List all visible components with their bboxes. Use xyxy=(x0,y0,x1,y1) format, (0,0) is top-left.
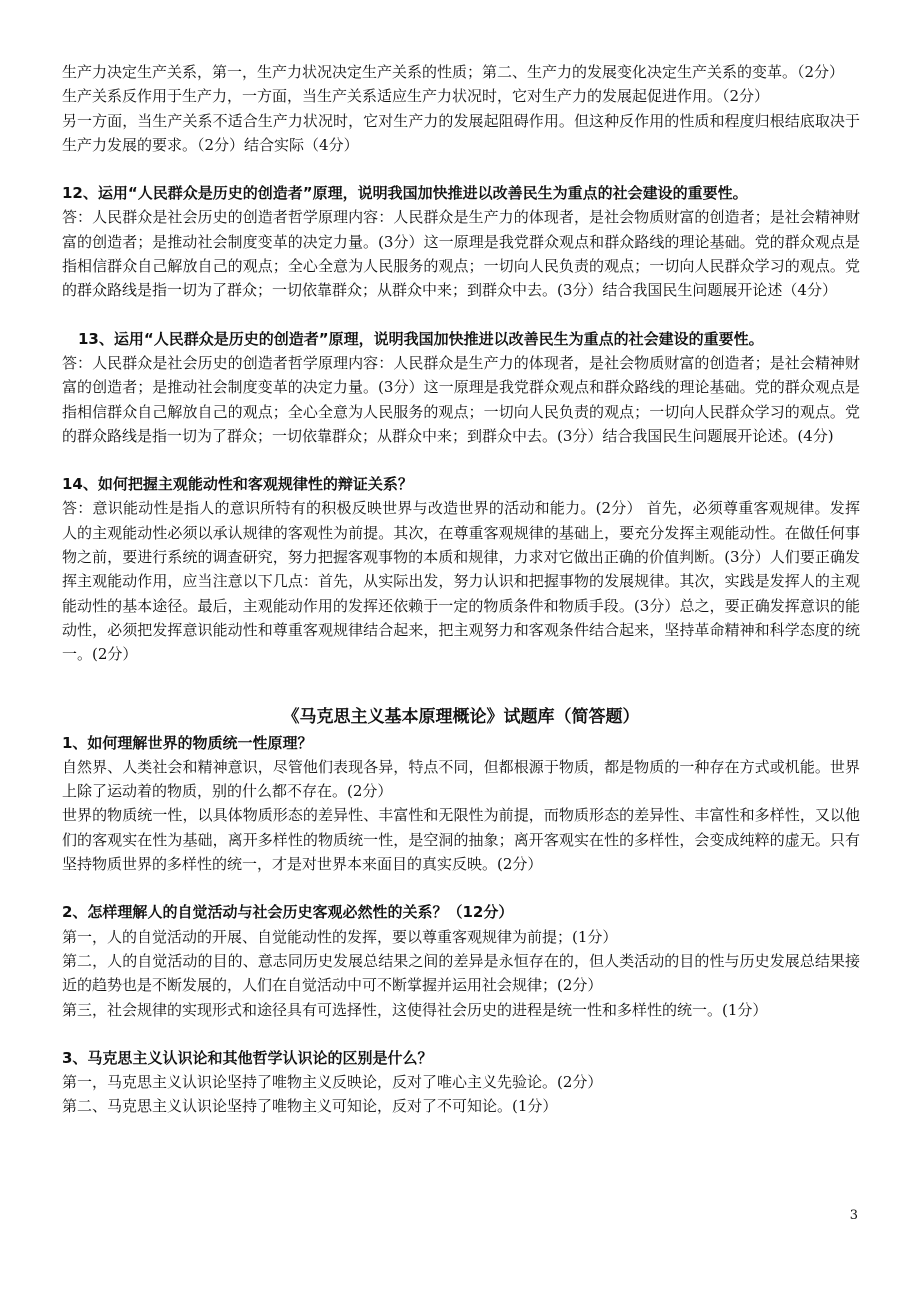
question-14-title: 14、如何把握主观能动性和客观规律性的辩证关系？ xyxy=(62,475,413,494)
short-question-3-paragraph-2: 第二、马克思主义认识论坚持了唯物主义可知论，反对了不可知论。(1分） xyxy=(62,1097,558,1116)
intro-paragraph-1: 生产力决定生产关系，第一，生产力状况决定生产关系的性质；第二、生产力的发展变化决定生产关系的变革。（2分） xyxy=(62,63,845,81)
question-12-answer: 答：人民群众是社会历史的创造者哲学原理内容：人民群众是生产力的体现者，是社会物质财富的创造者；是社会精神财富的创造者；是推动社会制度变革的决定力量。(3分）这一原理是我党群众观点和群众路线的理论基础。党的群众观点是指相信群众自己解放自己的观点；全心全意为人民服务的观点；一切向人民负责的观点；一切向人民群众学习的观点。党的群众路线是指一切为了群众；一切依靠群众；从群众中来；到群众中去。(3分）结合我国民生问题展开论述（4分） xyxy=(62,208,860,300)
question-14-answer: 答：意识能动性是指人的意识所特有的积极反映世界与改造世界的活动和能力。(2分） 首先，必须尊重客观规律。发挥人的主观能动性必须以承认规律的客观性为前提。其次，在尊重客观规律的基础上，要充分发挥主观能动性。在做任何事物之前，要进行系统的调查研究，努力把握客观事物的本质和规律，力求对它做出正确的价值判断。(3分）人们要正确发挥主观能动作用，应当注意以下几点：首先，从实际出发，努力认识和把握事物的发展规律。其次，实践是发挥人的主观能动性的基本途径。最后，主观能动作用的发挥还依赖于一定的物质条件和物质手段。(3分）总之，要正确发挥意识的能动性，必须把发挥意识能动性和尊重客观规律结合起来，把主观努力和客观条件结合起来，坚持革命精神和科学态度的统一。(2分） xyxy=(62,499,860,664)
section-title: 《马克思主义基本原理概论》试题库（简答题） xyxy=(282,706,640,727)
question-13-title: 13、运用“人民群众是历史的创造者”原理，说明我国加快推进以改善民生为重点的社会建设的重要性。 xyxy=(78,329,764,348)
intro-paragraph-3: 另一方面，当生产关系不适合生产力状况时，它对生产力的发展起阻碍作用。但这种反作用的性质和程度归根结底取决于生产力发展的要求。（2分）结合实际（4分） xyxy=(62,111,860,154)
document-page xyxy=(62,60,860,1119)
page-number: 3 xyxy=(849,1208,858,1223)
short-question-2-paragraph-2: 第二，人的自觉活动的目的、意志同历史发展总结果之间的差异是永恒存在的，但人类活动的目的性与历史发展总结果接近的趋势也是不断发展的，人们在自觉活动中可不断掌握并运用社会规律；(2分） xyxy=(62,951,860,995)
intro-paragraph-2: 生产关系反作用于生产力，一方面，当生产关系适应生产力状况时，它对生产力的发展起促进作用。（2分） xyxy=(62,87,770,106)
short-question-2-title: 2、怎样理解人的自觉活动与社会历史客观必然性的关系？（12分） xyxy=(62,903,514,922)
short-question-1-paragraph-1: 自然界、人类社会和精神意识，尽管他们表现各异，特点不同，但都根源于物质，都是物质的一种存在方式或机能。世界上除了运动着的物质，别的什么都不存在。(2分） xyxy=(62,757,860,801)
short-question-1-paragraph-2: 世界的物质统一性，以具体物质形态的差异性、丰富性和无限性为前提，而物质形态的差异性、丰富性和多样性，又以他们的客观实在性为基础，离开多样性的物质统一性，是空洞的抽象；离开客观实在性的多样性，会变成纯粹的虚无。只有坚持物质世界的多样性的统一，才是对世界本来面目的真实反映。(2分） xyxy=(62,806,860,874)
short-question-2-paragraph-3: 第三，社会规律的实现形式和途径具有可选择性，这使得社会历史的进程是统一性和多样性的统一。(1分） xyxy=(62,1000,768,1019)
short-question-1-title: 1、如何理解世界的物质统一性原理？ xyxy=(62,733,313,752)
question-12-title: 12、运用“人民群众是历史的创造者”原理，说明我国加快推进以改善民生为重点的社会建设的重要性。 xyxy=(62,184,748,203)
short-question-3-title: 3、马克思主义认识论和其他哲学认识论的区别是什么？ xyxy=(62,1048,433,1067)
short-question-3-paragraph-1: 第一，马克思主义认识论坚持了唯物主义反映论，反对了唯心主义先验论。(2分） xyxy=(62,1073,603,1092)
question-13-answer: 答：人民群众是社会历史的创造者哲学原理内容：人民群众是生产力的体现者，是社会物质财富的创造者；是社会精神财富的创造者；是推动社会制度变革的决定力量。(3分）这一原理是我党群众观点和群众路线的理论基础。党的群众观点是指相信群众自己解放自己的观点；全心全意为人民服务的观点；一切向人民负责的观点；一切向人民群众学习的观点。党的群众路线是指一切为了群众；一切依靠群众；从群众中来；到群众中去。(3分）结合我国民生问题展开论述。(4分) xyxy=(62,353,860,445)
short-question-2-paragraph-1: 第一，人的自觉活动的开展、自觉能动性的发挥，要以尊重客观规律为前提；(1分） xyxy=(62,927,618,946)
